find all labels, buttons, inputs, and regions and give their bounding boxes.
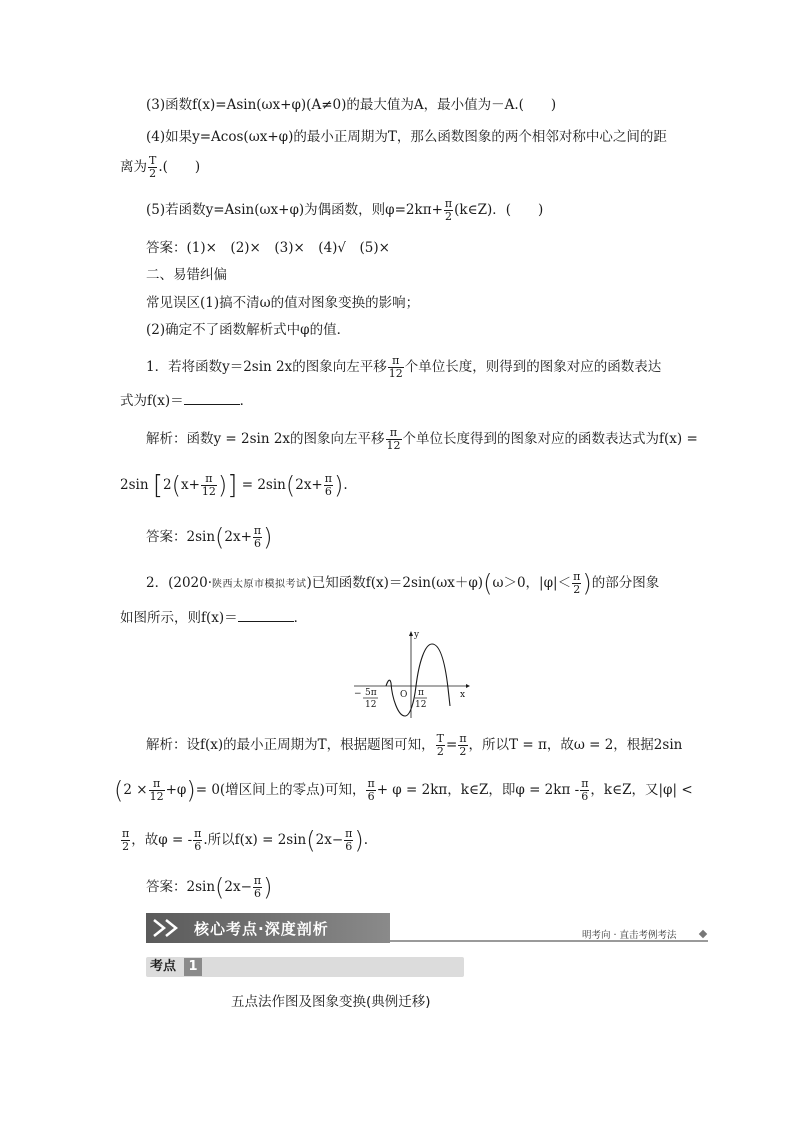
fraction: $\frac{\pi}{2}$: [444, 197, 453, 223]
answer-blank: [184, 392, 240, 405]
problem-1-solution-line1: 解析：函数y = 2sin 2x的图象向左平移 $\frac{\pi}{12}$ 个单位长度得到的图象对应的函数表达式为f(x) =: [146, 426, 698, 452]
left-bracket: [: [152, 470, 163, 501]
left-paren: (: [285, 471, 296, 500]
fraction: $\frac{\pi}{6}$: [345, 827, 353, 853]
problem-2-solution-line3: $\frac{\pi}{2}$ ，故φ = - $\frac{\pi}{6}$ .所以f(x) = 2sin(2x− $\frac{\pi}{6}$ ).: [122, 826, 369, 855]
left-paren: (: [114, 776, 124, 805]
section-heading: 二、易错纠偏: [146, 267, 227, 283]
kaodian-label: 考点: [150, 959, 177, 974]
left-tick-numerator: 5π: [365, 688, 377, 698]
left-paren: (: [215, 873, 225, 902]
fraction: $\frac{\pi}{6}$: [194, 827, 202, 853]
right-paren: ): [186, 776, 196, 805]
fraction: $\frac{\pi}{6}$: [253, 874, 262, 900]
fraction: $\frac{\pi}{6}$: [324, 472, 332, 498]
fraction: $\frac{\pi}{2}$: [459, 732, 467, 758]
right-paren: ): [582, 569, 592, 598]
problem-2-line1: 2．(2020·陕西太原市模拟考试)已知函数f(x)＝2sin(ωx＋φ)(ω＞0，|φ|＜ $\frac{\pi}{2}$ )的部分图象: [146, 569, 660, 598]
y-axis-arrow: [409, 631, 413, 636]
right-paren: ): [217, 471, 228, 500]
left-tick-sign: −: [354, 689, 362, 699]
banner-subtitle: 明考向 · 直击考例考法: [582, 930, 677, 941]
common-error-1: 常见误区(1)搞不清ω的值对图象变换的影响；: [146, 295, 420, 311]
section-banner: [146, 913, 390, 943]
fraction: $\frac{\pi}{12}$: [201, 472, 216, 498]
fraction: $\frac{\pi}{12}$: [386, 426, 401, 452]
right-tick-denominator: 12: [415, 700, 427, 710]
fraction: $\frac{\pi}{6}$: [253, 524, 262, 550]
sine-graph: [348, 628, 474, 720]
problem-source: 陕西太原市模拟考试: [212, 579, 307, 590]
fraction: $\frac{T}{2}$: [436, 732, 444, 758]
problem-2-solution-line2: (2 × $\frac{\pi}{12}$ +φ)= 0(增区间上的零点)可知， $\frac{\pi}{6}$ + φ = 2kπ，k∈Z，即φ = 2kπ - $\frac{\pi}{6}$ ，k∈Z，又|φ| <: [114, 776, 693, 805]
x-axis-label: x: [460, 690, 466, 700]
problem-1-line2: 式为f(x)＝ ．: [120, 393, 254, 409]
statement-4-line2: [120, 155, 200, 180]
left-paren: (: [483, 569, 493, 598]
diamond-icon: [699, 930, 707, 938]
problem-1-answer: 答案：2sin(2x+ $\frac{\pi}{6}$ ): [146, 523, 273, 552]
problem-1-line1: 1．若将函数y＝2sin 2x的图象向左平移 $\frac{\pi}{12}$ 个单位长度，则得到的图象对应的函数表达: [146, 354, 662, 380]
right-paren: ): [333, 471, 344, 500]
statement-4-line1: (4)如果y=Acos(ωx+φ)的最小正周期为T，那么函数图象的两个相邻对称中心之间的距: [146, 129, 667, 145]
statement-4-text: 离为: [120, 159, 147, 175]
kaodian-number: 1: [184, 958, 202, 976]
answer-blank: [238, 609, 294, 622]
kaodian-heading: 五点法作图及图象变换(典例迁移): [231, 994, 431, 1010]
statement-4-tail: .( ): [158, 159, 201, 175]
fraction: $\frac{T}{2}$: [149, 154, 157, 180]
fraction: $\frac{\pi}{12}$: [388, 354, 403, 380]
left-paren: (: [306, 826, 316, 855]
right-bracket: ]: [227, 470, 238, 501]
fraction: $\frac{\pi}{2}$: [122, 827, 130, 853]
common-error-2: (2)确定不了函数解析式中φ的值．: [146, 322, 351, 338]
banner-title: 核心考点·深度剖析: [194, 920, 329, 938]
origin-label: O: [400, 690, 408, 700]
problem-2-solution-line1: 解析：设f(x)的最小正周期为T，根据题图可知， $\frac{T}{2}$ = $\frac{\pi}{2}$ ，所以T = π，故ω = 2，根据2sin: [146, 732, 683, 758]
right-paren: ): [263, 523, 273, 552]
fraction: $\frac{\pi}{12}$: [149, 777, 164, 803]
fraction: $\frac{\pi}{6}$: [367, 777, 375, 803]
double-chevron-icon: [152, 918, 188, 938]
y-axis-label: y: [414, 630, 420, 640]
left-paren: (: [215, 523, 225, 552]
statement-3: (3)函数f(x)=Asin(ωx+φ)(A≠0)的最大值为A，最小值为－A.( ): [146, 97, 557, 113]
right-paren: ): [354, 826, 364, 855]
fraction: $\frac{\pi}{6}$: [581, 777, 589, 803]
fraction: $\frac{\pi}{2}$: [573, 570, 581, 596]
left-paren: (: [171, 471, 181, 500]
right-paren: ): [263, 873, 273, 902]
x-axis-arrow: [466, 684, 470, 688]
answer-judgement: 答案：(1)× (2)× (3)× (4)√ (5)×: [146, 240, 390, 256]
problem-1-solution-line2: 2sin [2(x+ $\frac{\pi}{12}$ )] = 2sin(2x+ $\frac{\pi}{6}$ ).: [120, 470, 348, 501]
right-tick-numerator: π: [418, 688, 424, 698]
statement-5: (5)若函数y=Asin(ωx+φ)为偶函数，则φ=2kπ+ $\frac{\pi}{2}$ (k∈Z)．( ): [146, 197, 544, 223]
problem-2-answer: 答案：2sin(2x− $\frac{\pi}{6}$ ): [146, 873, 273, 902]
problem-2-line2: 如图所示，则f(x)＝ ．: [120, 610, 308, 626]
left-tick-denominator: 12: [365, 700, 377, 710]
